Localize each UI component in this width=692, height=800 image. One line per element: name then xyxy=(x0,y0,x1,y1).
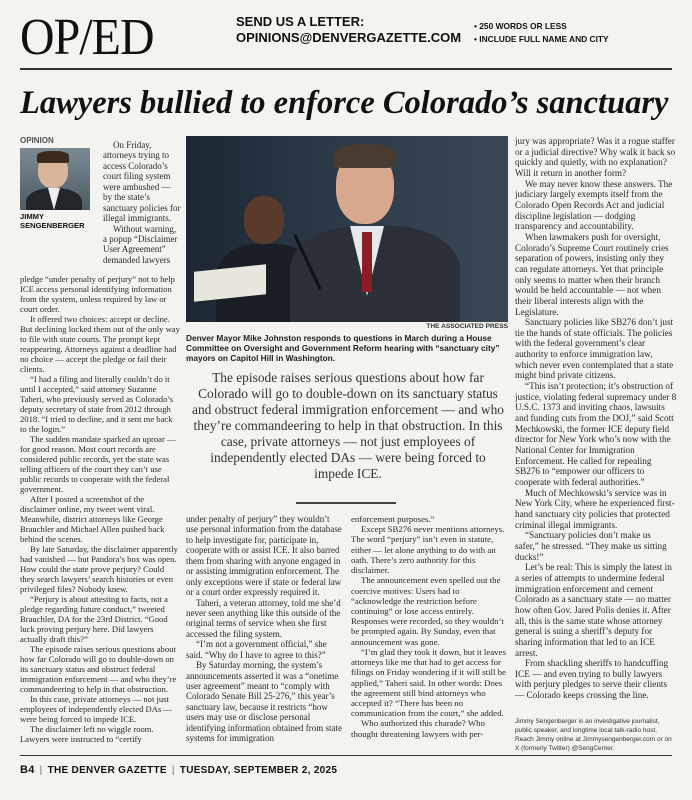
paragraph: By Saturday morning, the system’s announcements asserted it was a “onetime user agreement” meant to “comply with Colorado Senate Bill 25-276,” this year’s sanctuary law, because it restricts “how users may use or disclose personal identifying information obtained from state systems for immigration xyxy=(186,660,342,744)
paragraph: In this case, private attorneys — not just employees of independently elected DAs — were being forced to impede ICE. xyxy=(20,694,173,724)
paragraph: When lawmakers push for oversight, Colorado’s Supreme Court routinely cries separation of powers, insisting only they can regulate attorneys. Yet that principle only seems to matter when their branch would be held accountable — not when their liberal interests align with the Legislature. xyxy=(515,231,669,317)
paragraph: Let’s be real: This is simply the latest in a series of attempts to undermine federal immigration enforcement and cement Colorado as a sanctuary state — no matter how often Gov. Jared Polis denies it. After all, this is the same state whose attorney general is suing a sheriff’s deputy for sharing information that led to an ICE arrest. xyxy=(515,562,672,658)
paragraph: The sudden mandate sparked an uproar — for good reason. Most court records are considered public records, yet the state was telling officers of the court they can’t use public records to cooperate with the federal government. xyxy=(20,434,176,494)
pull-quote: The episode raises serious questions about how far Colorado will go to double-down on its sanctuary status and obstruct federal immigration enforcement — and who they’re commandeering to help in that obstruction. In this case, private attorneys — not just employees of independently elected DAs — were being forced to impede ICE. xyxy=(192,370,504,481)
paragraph: It offered two choices: accept or decline. But declining locked them out of the only way to file with state courts. The prompt kept reappearing. Attorneys against a deadline had no choice — accept the pledge or fail their clients. xyxy=(20,314,180,374)
masthead-divider xyxy=(20,68,672,70)
column-3 xyxy=(351,514,507,752)
paragraph: jury was appropriate? Was it a rogue staffer or a judicial directive? Why walk it back so quickly and quietly, with no explanation? Will it return in another form? xyxy=(515,136,676,178)
paragraph: “This isn’t protection; it’s obstruction of justice, violating federal supremacy under 8 U.S.C. 1373 and inviting chaos, lawsuits and funding cuts from the DOJ,” said Scott Mechkowski, the former ICE deputy field director for New York who’s now with the National Center for Immigration Enforcement. He called for repealing SB276 to “empower our officers to cooperate with federal authorities.” xyxy=(515,381,677,487)
paragraph: “Perjury is about attesting to facts, not a pledge regarding future conduct,” tweeted Brauchler, DA for the 23rd District. “Good luck proving perjury here. Did lawyers actually draft this?” xyxy=(20,594,168,644)
newspaper-name: THE DENVER GAZETTE xyxy=(47,765,167,776)
page-number: B4 xyxy=(20,764,35,776)
author-photo xyxy=(20,148,90,210)
paragraph: enforcement purposes.” xyxy=(351,514,435,524)
paragraph: Who authorized this charade? Who thought threatening lawyers with per- xyxy=(351,718,485,739)
paragraph: We may never know these answers. The judiciary largely exempts itself from the Colorado Open Records Act and judicial discipline legislation — dodging transparency and accountability. xyxy=(515,178,673,232)
author-bio: Jimmy Sengenberger is an investigative journalist, public speaker, and longtime local talk-radio host. Reach Jimmy online at Jimmysengenberger.com or on X (formerly Twitter) @SengCenter. xyxy=(515,718,672,752)
pull-quote-rule xyxy=(296,502,396,504)
paragraph: “I had a filing and literally couldn’t do it until I accepted,” said attorney Suzanne Taheri, who previously served as Colorado’s deputy secretary of state from 2012 through 2018. “I tried to decline, and it sent me back to the login.” xyxy=(20,374,174,434)
paragraph: Sanctuary policies like SB276 don’t just tie the hands of state officials. The policies with the federal government’s clear authority to enforce immigration law, which never even contemplated that a state might bind private citizens. xyxy=(515,317,674,381)
send-letter-label: SEND US A LETTER: xyxy=(236,14,365,29)
paragraph: pledge “under penalty of perjury” not to help ICE access personal identifying information from the system, unless required by law or court order. xyxy=(20,274,175,314)
paragraph: Much of Mechkowski’s service was in New York City, where he experienced first-hand sanctuary city policies that protected criminal illegal immigrants. xyxy=(515,487,675,530)
author-name: JIMMY SENGENBERGER xyxy=(20,212,85,230)
paragraph: “I’m glad they took it down, but it leaves attorneys like me that had to get access for filings on Friday wondering if it will still be applied,” Taheri said. In other words: Does the agreement still bind attorneys who accepted it? “There has been no communication from the court,” she added. xyxy=(351,646,506,719)
paragraph: From shackling sheriffs to handcuffing ICE — and even trying to bully lawyers with perjury pledges to serve their clients — Colorado keeps crossing the line. xyxy=(515,658,669,701)
article-headline: Lawyers bullied to enforce Colorado’s sanctuary xyxy=(20,85,669,121)
paragraph: By late Saturday, the disclaimer apparently had vanished — but Pandora’s box was open. How could the state prove perjury? Could they search lawyers’ search histories or even privileged files? Nobody knew. xyxy=(20,544,178,594)
paragraph: The episode raises serious questions about how far Colorado will go to double-down on its sanctuary status and obstruct federal immigration enforcement — and who they’re commandeering to help in that obstruction. xyxy=(20,644,177,694)
photo-caption: Denver Mayor Mike Johnston responds to questions in March during a House Committee on Oversight and Government Reform hearing with “sanctuary city” mayors on Capitol Hill in Washington. xyxy=(186,333,500,363)
paragraph: “I’m not a government official,” she said. “Why do I have to agree to this?” xyxy=(186,639,327,660)
paragraph: Without warning, a popup “Disclaimer User Agreement” demanded lawyers xyxy=(103,223,178,265)
letter-instructions xyxy=(236,14,461,46)
page-footer: B4 | THE DENVER GAZETTE | TUESDAY, SEPTEMBER 2, 2025 xyxy=(20,764,338,776)
section-title: OP/ED xyxy=(20,9,154,66)
column-4 xyxy=(515,136,677,712)
rule-word-limit: • 250 WORDS OR LESS xyxy=(474,20,609,33)
column-1-bottom xyxy=(20,274,180,752)
paragraph: Taheri, a veteran attorney, told me she’d never seen anything like this outside of the original terms of service when she first accessed the filing system. xyxy=(186,597,341,639)
letter-rules xyxy=(474,20,609,46)
paragraph: The disclaimer left no wiggle room. Lawyers were instructed to “certify xyxy=(20,724,154,744)
opinion-label: OPINION xyxy=(20,136,54,145)
rule-name-city: • INCLUDE FULL NAME AND CITY xyxy=(474,33,609,46)
column-1-top xyxy=(103,140,181,270)
paragraph: After I posted a screenshot of the disclaimer online, my tweet went viral. Meanwhile, district attorneys like George Brauchler and Michael Allen pushed back behind the scenes. xyxy=(20,494,165,544)
issue-date: TUESDAY, SEPTEMBER 2, 2025 xyxy=(179,765,338,776)
paragraph: The announcement even spelled out the coercive motives: Users had to “acknowledge the restriction before continuing” or lose access entirely. Responses were recorded, so they wouldn’t be prompted again. By Sunday, even that announcement was gone. xyxy=(351,575,504,647)
masthead xyxy=(20,9,672,66)
paragraph: On Friday, attorneys trying to access Colorado’s court filing system were ambushed — by the state’s sanctuary policies for illegal immigrants. xyxy=(103,140,181,224)
footer-divider xyxy=(20,755,672,756)
paragraph: under penalty of perjury” they wouldn’t use personal information from the database to help investigate for, participate in, cooperate with or assist ICE. It also barred them from sharing with anyone engaged in or assisting immigration enforcement. The only exceptions were if state or federal law or a court order expressly required it. xyxy=(186,514,342,598)
photo-credit: THE ASSOCIATED PRESS xyxy=(426,323,508,330)
email-address: OPINIONS@DENVERGAZETTE.COM xyxy=(236,30,462,45)
paragraph: “Sanctuary policies don’t make us safer,” he stressed. “They make us sitting ducks!” xyxy=(515,530,667,562)
column-2 xyxy=(186,514,342,752)
paragraph: Except SB276 never mentions attorneys. The word “perjury” isn’t even in statute, either — let alone anything to do with an oath. There’s zero authority for this disclaimer. xyxy=(351,524,505,576)
article-photo xyxy=(186,136,508,322)
